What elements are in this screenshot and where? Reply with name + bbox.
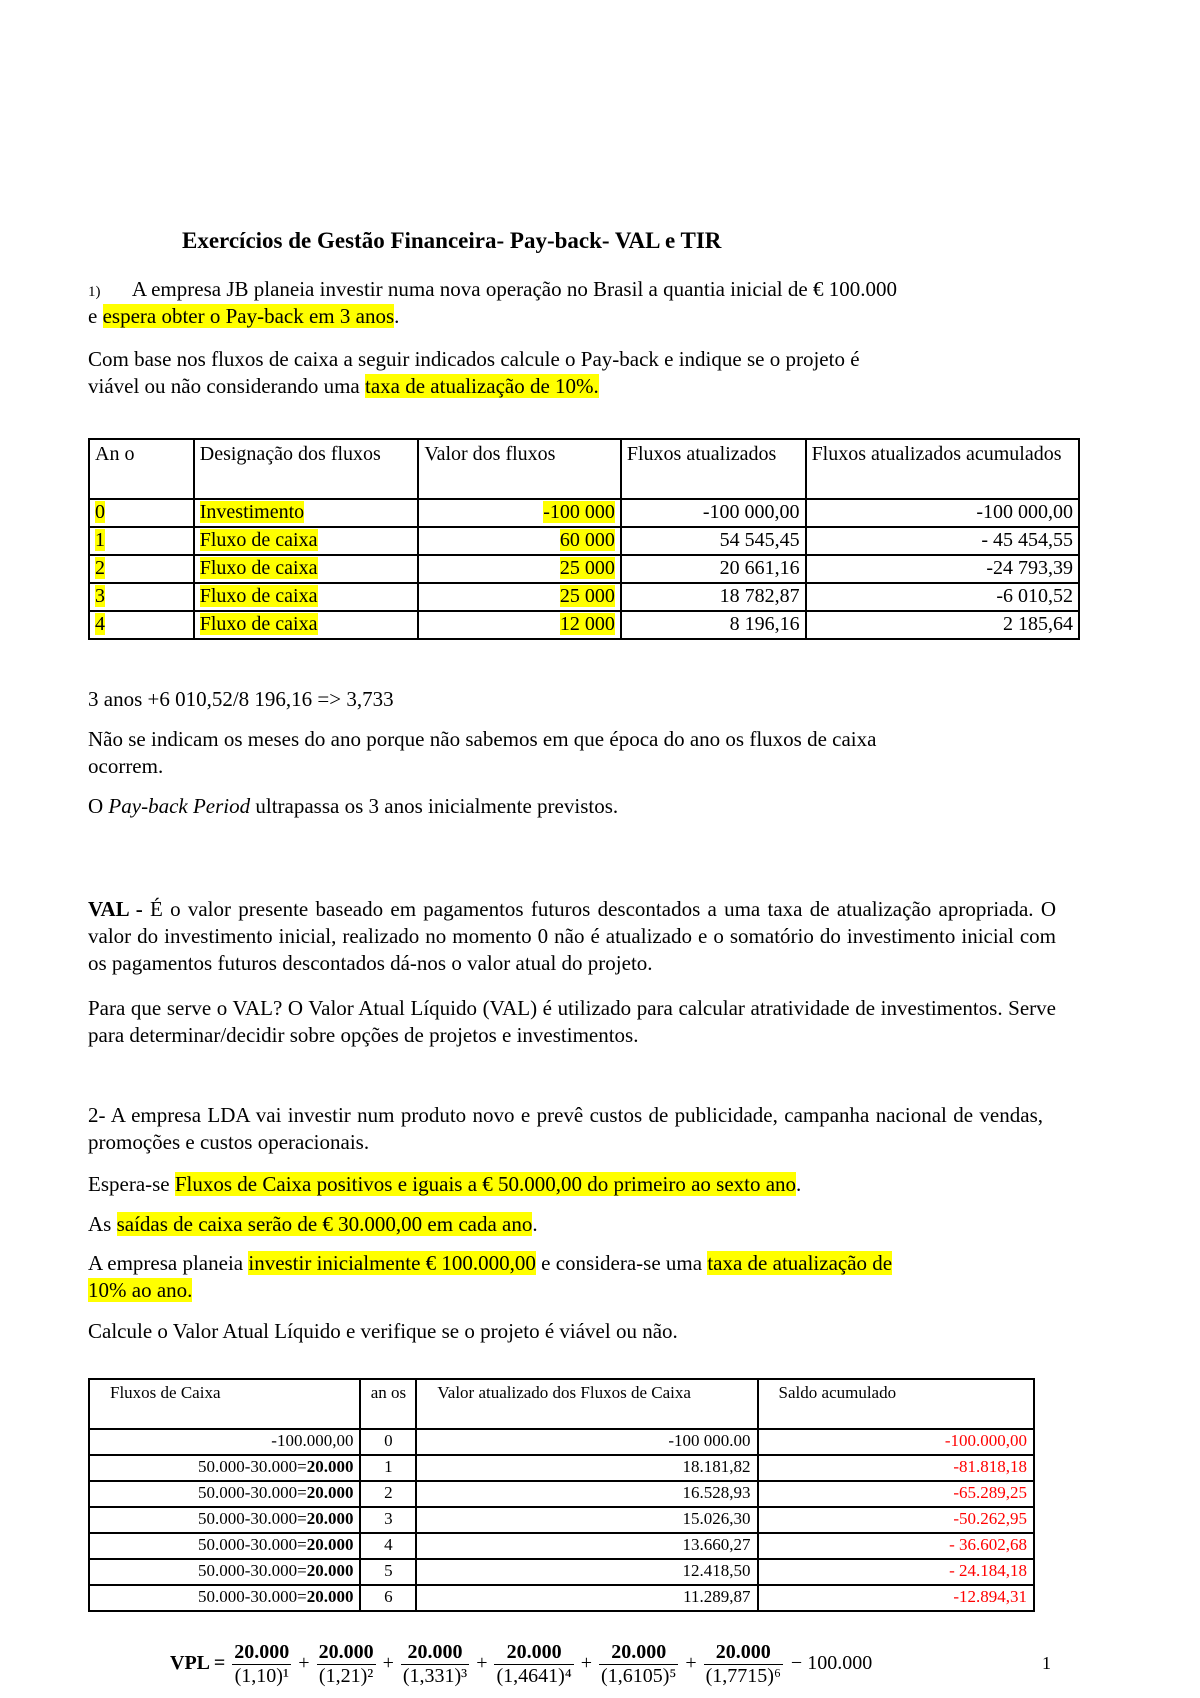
exercise-1-instruction-line-2 (88, 373, 599, 400)
highlight-investment: investir inicialmente € 100.000,00 (248, 1251, 536, 1275)
text-fragment: ultrapassa os 3 anos inicialmente previstos. (250, 794, 619, 818)
cell-text: 2 185,64 (1003, 613, 1073, 635)
formula-terms (230, 1641, 785, 1687)
header-designacao: Designação dos fluxos (194, 439, 419, 499)
cell-text: -100 000,00 (976, 501, 1073, 523)
val-text: É o valor presente baseado em pagamentos futuros descontados a uma taxa de atualização apropriada. O valor do investimento inicial, realizado no momento 0 não é atualizado e o somatório do investimento inicial com os pagamentos futuros descontados dá-nos o valor atual do projeto. (88, 897, 1056, 975)
table-row (89, 1455, 1034, 1481)
exercise-1-line-1 (88, 276, 897, 306)
highlight-rate-2-cont: 10% ao ano. (88, 1278, 193, 1302)
formula-fraction (401, 1641, 469, 1688)
cell-text: 50.000-30.000= (197, 1509, 307, 1528)
text-fragment: Espera-se (88, 1172, 175, 1196)
cell-atualizado (621, 611, 806, 639)
payback-period-term: Pay-back Period (108, 794, 251, 818)
cell-ano (89, 499, 194, 527)
page-number: 1 (1042, 1653, 1051, 1673)
cell-valor: 13.660,27 (416, 1533, 757, 1559)
text-fragment: A empresa planeia (88, 1251, 249, 1275)
cell-bold-text: 20.000 (306, 1509, 354, 1528)
highlight-rate: taxa de atualização de 10%. (365, 374, 599, 398)
header-acumulados: Fluxos atualizados acumulados (806, 439, 1079, 499)
cell-atualizado (621, 583, 806, 611)
cell-designacao (194, 527, 419, 555)
cell-fluxo (89, 1455, 360, 1481)
cell-text: 2 (95, 557, 105, 579)
vpl-formula (170, 1641, 872, 1688)
cell-valor: -100 000.00 (416, 1429, 757, 1455)
highlight-payback-goal: espera obter o Pay-back em 3 anos (102, 304, 395, 328)
table-row (89, 611, 1079, 639)
cell-text: Fluxo de caixa (199, 613, 318, 635)
cell-text: -100.000,00 (271, 1431, 354, 1450)
cell-text: 50.000-30.000= (197, 1587, 307, 1606)
cell-acumulado (806, 527, 1079, 555)
exercise-2-inflows (88, 1171, 801, 1198)
fraction-numerator: 20.000 (318, 1641, 374, 1663)
formula-lhs: VPL = (170, 1652, 231, 1675)
cell-valor: 12.418,50 (416, 1559, 757, 1585)
cell-text: 25 000 (559, 585, 615, 607)
cell-designacao (194, 583, 419, 611)
table-row (89, 1533, 1034, 1559)
table-row (89, 555, 1079, 583)
exercise-1-line-2 (88, 303, 399, 330)
cell-ano: 3 (360, 1507, 416, 1533)
exercise-number: 1) (88, 284, 101, 300)
cell-bold-text: 20.000 (306, 1483, 354, 1502)
exercise-2-outflows (88, 1211, 538, 1238)
cell-ano: 1 (360, 1455, 416, 1481)
fraction-denominator: (1,10)¹ (234, 1665, 289, 1687)
header-saldo: Saldo acumulado (758, 1379, 1034, 1429)
plus-sign: + (377, 1652, 399, 1675)
header-valor: Valor dos fluxos (418, 439, 621, 499)
text-fragment: . (796, 1172, 802, 1196)
cell-bold-text: 20.000 (306, 1561, 354, 1580)
fraction-numerator: 20.000 (494, 1641, 573, 1665)
header-anos: an os (360, 1379, 416, 1429)
cell-saldo: - 36.602,68 (758, 1533, 1034, 1559)
text-fragment: . (394, 304, 400, 328)
val-definition (88, 896, 1056, 977)
cell-fluxo (89, 1481, 360, 1507)
text-fragment: viável ou não considerando uma (88, 374, 365, 398)
cell-bold-text: 20.000 (306, 1535, 354, 1554)
cell-fluxo (89, 1559, 360, 1585)
cell-text: 50.000-30.000= (197, 1483, 307, 1502)
cell-acumulado (806, 499, 1079, 527)
table-header-row (89, 439, 1079, 499)
plus-sign: + (471, 1652, 493, 1675)
payback-table (88, 438, 1080, 640)
highlight-rate-2: taxa de atualização de (707, 1251, 893, 1275)
cell-text: Investimento (199, 501, 305, 523)
fraction-numerator: 20.000 (401, 1641, 469, 1665)
cell-ano (89, 555, 194, 583)
exercise-2-question: Calcule o Valor Atual Líquido e verifique se o projeto é viável ou não. (88, 1319, 678, 1343)
cell-text: -100 000 (543, 501, 615, 523)
formula-fraction (232, 1641, 291, 1688)
payback-conclusion (88, 793, 618, 820)
exercise-2-investment-line-1 (88, 1250, 892, 1277)
formula-fraction (599, 1641, 678, 1688)
exercise-2-investment-line-2 (88, 1277, 192, 1304)
document-title: Exercícios de Gestão Financeira- Pay-back- VAL e TIR (182, 228, 722, 253)
table-row (89, 1429, 1034, 1455)
highlight-outflows: saídas de caixa serão de € 30.000,00 em cada ano (116, 1212, 533, 1236)
fraction-denominator: (1,6105)⁵ (601, 1665, 677, 1687)
cell-saldo: -100.000,00 (758, 1429, 1034, 1455)
cell-text: 12 000 (559, 613, 615, 635)
table-row (89, 527, 1079, 555)
cell-text: 25 000 (559, 557, 615, 579)
header-ano: An o (89, 439, 194, 499)
cell-text: 50.000-30.000= (197, 1535, 307, 1554)
table-row (89, 1585, 1034, 1611)
cell-designacao (194, 611, 419, 639)
cell-valor: 18.181,82 (416, 1455, 757, 1481)
cell-text: -6 010,52 (996, 585, 1073, 607)
header-valor-atualizado: Valor atualizado dos Fluxos de Caixa (416, 1379, 757, 1429)
plus-sign: + (575, 1652, 598, 1675)
header-fluxos: Fluxos de Caixa (89, 1379, 360, 1429)
cell-valor: 15.026,30 (416, 1507, 757, 1533)
cell-acumulado (806, 611, 1079, 639)
cell-valor (418, 499, 621, 527)
cell-ano: 6 (360, 1585, 416, 1611)
table-row (89, 499, 1079, 527)
cell-saldo: -12.894,31 (758, 1585, 1034, 1611)
plus-sign: + (680, 1652, 702, 1675)
cell-text: Fluxo de caixa (199, 557, 318, 579)
text-fragment: As (88, 1212, 117, 1236)
fraction-denominator: (1,331)³ (402, 1665, 468, 1687)
cell-text: 3 (95, 585, 105, 607)
cell-saldo: -81.818,18 (758, 1455, 1034, 1481)
table-header-row (89, 1379, 1034, 1429)
fraction-numerator: 20.000 (599, 1641, 678, 1665)
payback-calculation: 3 anos +6 010,52/8 196,16 => 3,733 (88, 687, 394, 711)
cell-text: 0 (95, 501, 105, 523)
text-fragment: e considera-se uma (535, 1251, 708, 1275)
cell-atualizado (621, 555, 806, 583)
cell-fluxo (89, 1533, 360, 1559)
table-row (89, 1481, 1034, 1507)
text-fragment: - (128, 897, 150, 921)
cell-fluxo (89, 1585, 360, 1611)
cell-saldo: -50.262,95 (758, 1507, 1034, 1533)
cell-ano (89, 583, 194, 611)
exercise-2-statement: 2- A empresa LDA vai investir num produto novo e prevê custos de publicidade, campanha nacional de vendas, promoções e custos operacionais. (88, 1103, 1043, 1154)
cell-text: -100 000,00 (702, 501, 800, 523)
cell-text: - 45 454,55 (981, 529, 1073, 551)
text-fragment: e (88, 304, 103, 328)
text-fragment: . (532, 1212, 538, 1236)
cell-bold-text: 20.000 (306, 1587, 354, 1606)
cell-text: 50.000-30.000= (197, 1457, 307, 1476)
cell-ano: 5 (360, 1559, 416, 1585)
cell-bold-text: 20.000 (306, 1457, 354, 1476)
cell-valor (418, 611, 621, 639)
cell-atualizado (621, 499, 806, 527)
cell-text: 18 782,87 (719, 585, 800, 607)
val-table (88, 1378, 1035, 1612)
plus-sign: + (293, 1652, 315, 1675)
exercise-1-instruction-line-1: Com base nos fluxos de caixa a seguir indicados calcule o Pay-back e indique se o projeto é (88, 347, 860, 371)
cell-text: 20 661,16 (719, 557, 800, 579)
cell-text: Fluxo de caixa (199, 585, 318, 607)
val-label: VAL (88, 897, 129, 921)
fraction-denominator: (1,21)² (318, 1665, 374, 1687)
cell-fluxo (89, 1507, 360, 1533)
cell-text: 54 545,45 (719, 529, 800, 551)
cell-acumulado (806, 583, 1079, 611)
formula-tail: − 100.000 (790, 1652, 873, 1675)
cell-text: 50.000-30.000= (197, 1561, 307, 1580)
cell-text: 4 (95, 613, 105, 635)
cell-text: -24 793,39 (986, 557, 1073, 579)
cell-saldo: -65.289,25 (758, 1481, 1034, 1507)
formula-fraction (704, 1641, 783, 1688)
cell-designacao (194, 499, 419, 527)
cell-text: Fluxo de caixa (199, 529, 318, 551)
cell-atualizado (621, 527, 806, 555)
fraction-denominator: (1,4641)⁴ (496, 1665, 572, 1687)
val-purpose: Para que serve o VAL? O Valor Atual Líquido (VAL) é utilizado para calcular atratividade de investimentos. Serve para determinar/decidir sobre opções de projetos e investimentos. (88, 996, 1056, 1047)
table-row (89, 583, 1079, 611)
fraction-numerator: 20.000 (704, 1641, 783, 1665)
cell-text: 60 000 (559, 529, 615, 551)
cell-fluxo (89, 1429, 360, 1455)
cell-ano: 4 (360, 1533, 416, 1559)
highlight-inflows: Fluxos de Caixa positivos e iguais a € 50.000,00 do primeiro ao sexto ano (174, 1172, 797, 1196)
fraction-numerator: 20.000 (234, 1641, 290, 1663)
formula-fraction (494, 1641, 573, 1688)
cell-designacao (194, 555, 419, 583)
fraction-denominator: (1,7715)⁶ (705, 1665, 781, 1687)
cell-valor: 11.289,87 (416, 1585, 757, 1611)
cell-valor (418, 555, 621, 583)
cell-text: 8 196,16 (729, 613, 800, 635)
cell-valor (418, 527, 621, 555)
header-atualizados: Fluxos atualizados (621, 439, 806, 499)
cell-text: 1 (95, 529, 105, 551)
cell-ano: 2 (360, 1481, 416, 1507)
note-line-2: ocorrem. (88, 754, 164, 778)
formula-fraction (317, 1641, 376, 1688)
cell-valor: 16.528,93 (416, 1481, 757, 1507)
cell-saldo: - 24.184,18 (758, 1559, 1034, 1585)
table-row (89, 1507, 1034, 1533)
cell-valor (418, 583, 621, 611)
cell-ano (89, 527, 194, 555)
cell-ano: 0 (360, 1429, 416, 1455)
text-fragment: O (88, 794, 109, 818)
table-row (89, 1559, 1034, 1585)
cell-ano (89, 611, 194, 639)
cell-acumulado (806, 555, 1079, 583)
exercise-1-statement: A empresa JB planeia investir numa nova operação no Brasil a quantia inicial de € 100.000 (131, 277, 897, 301)
note-line-1: Não se indicam os meses do ano porque não sabemos em que época do ano os fluxos de caixa (88, 727, 877, 751)
